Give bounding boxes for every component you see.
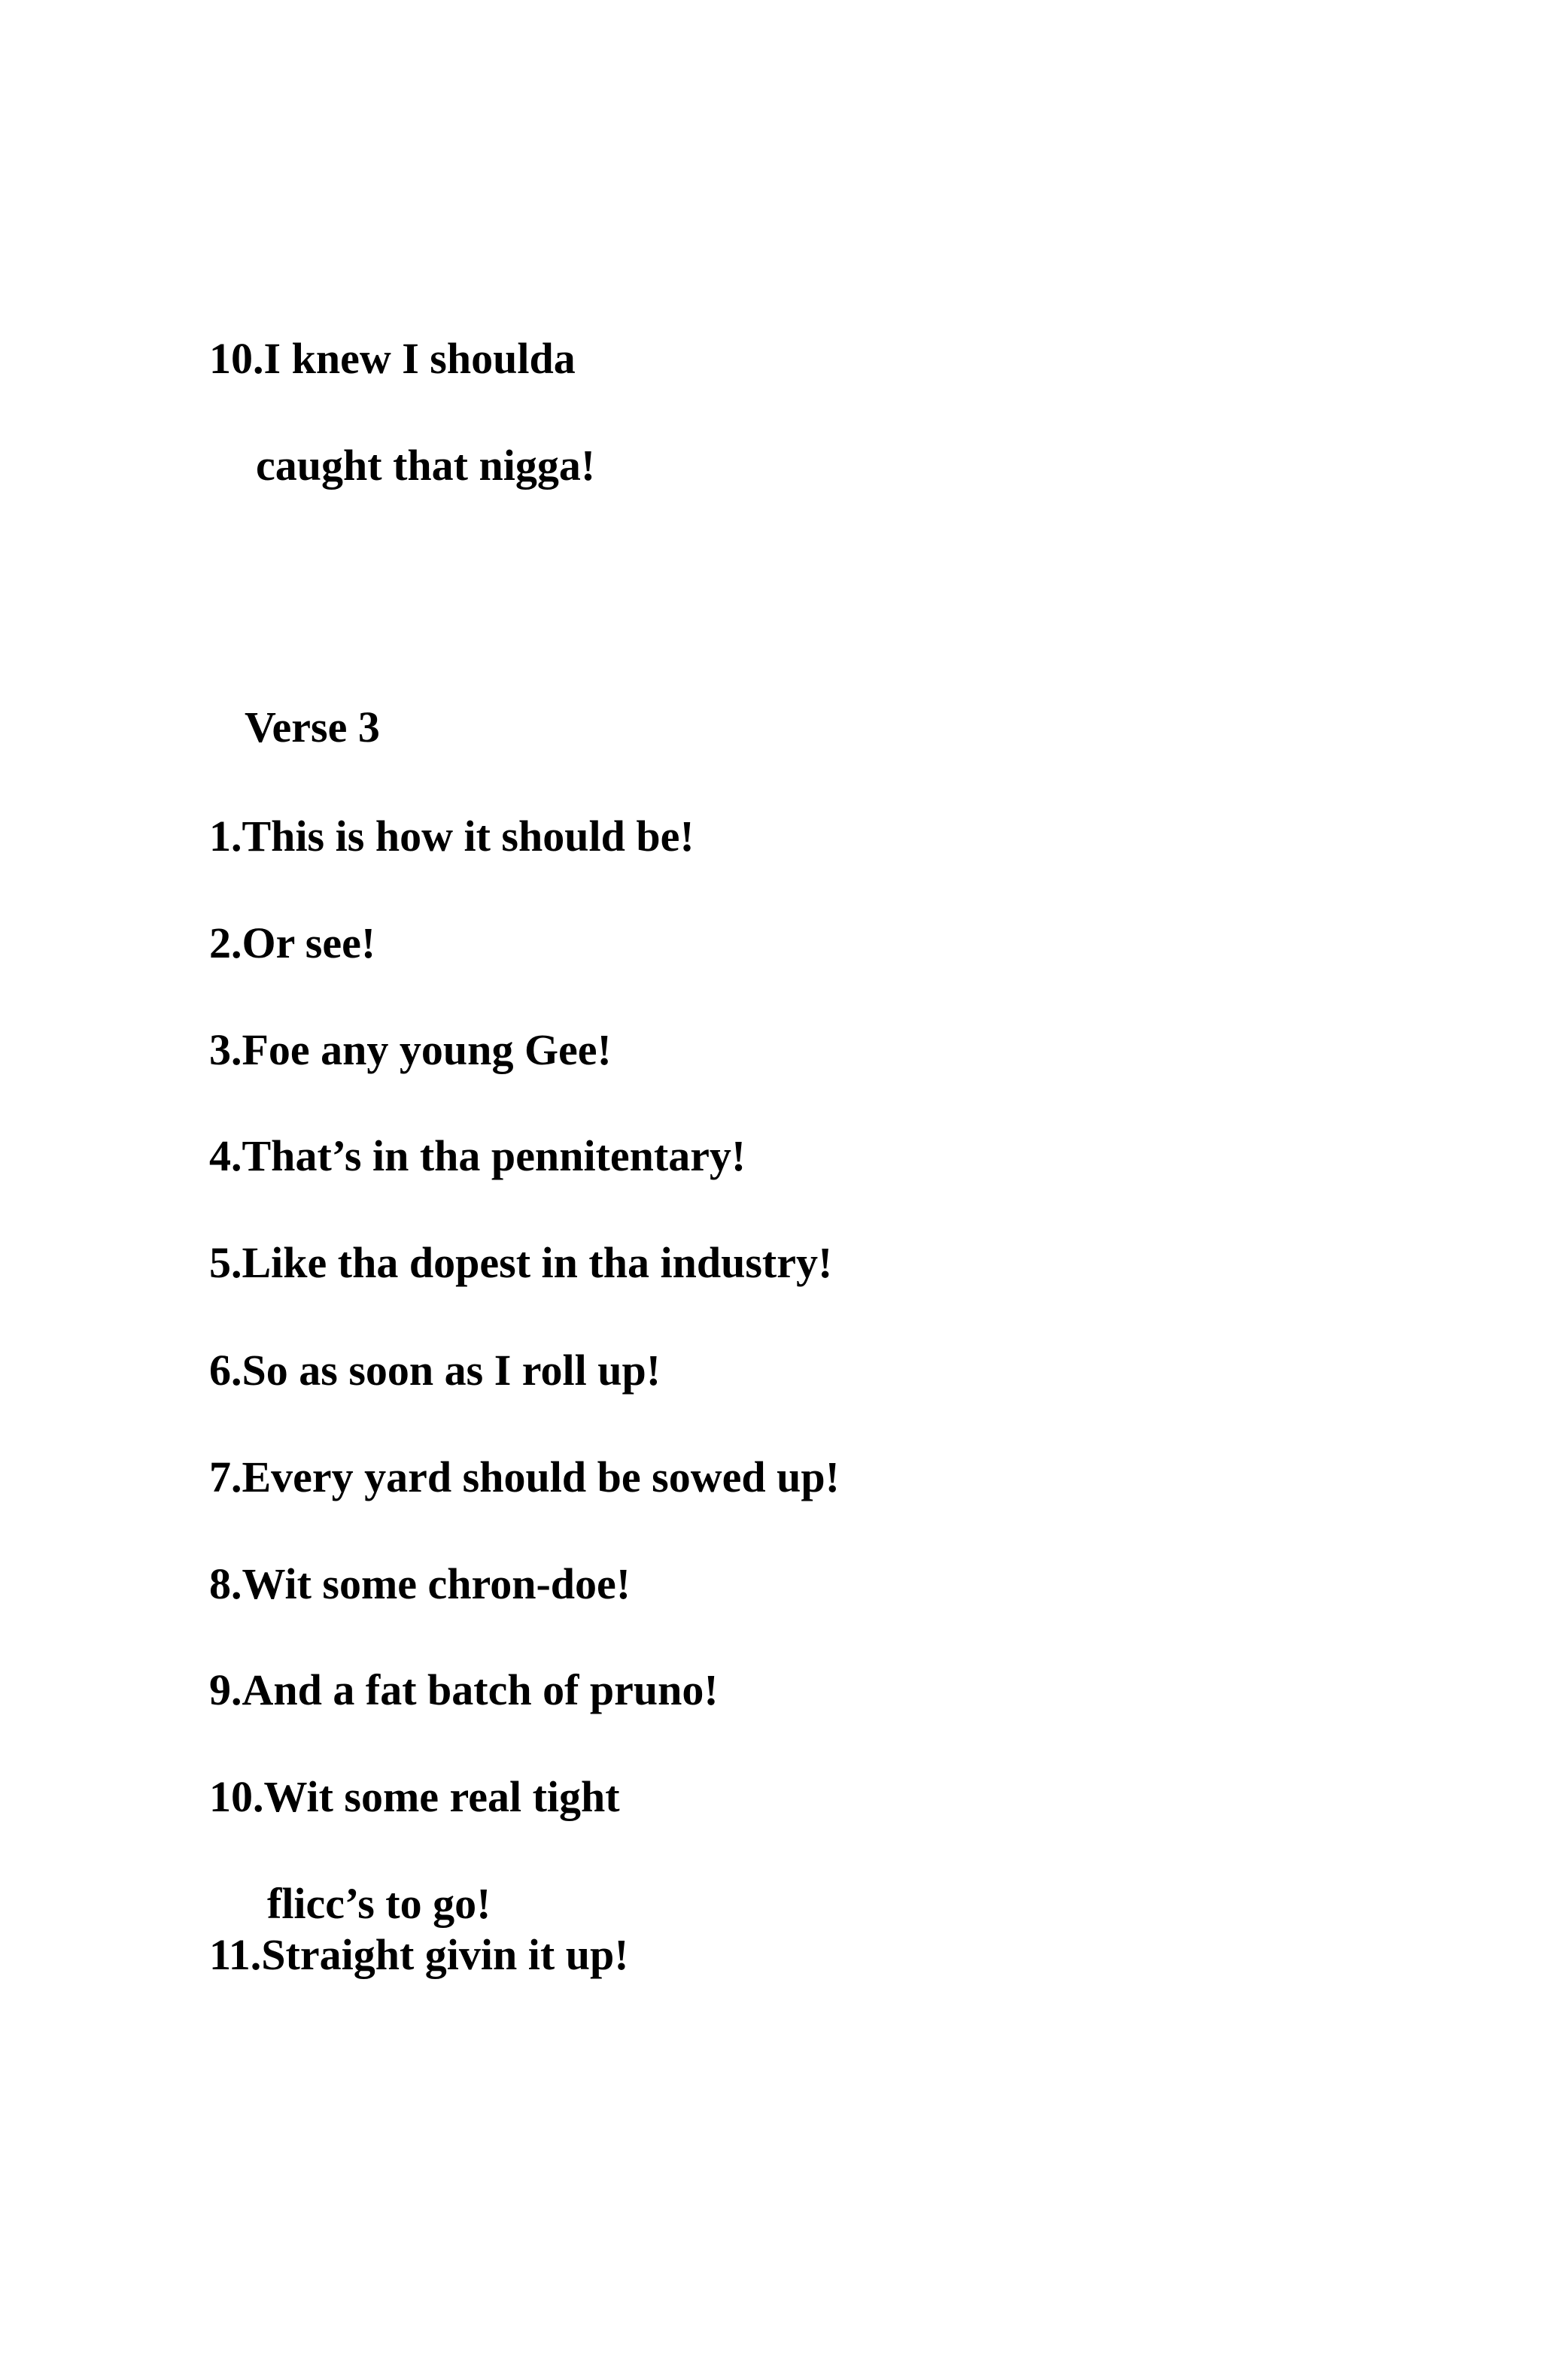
lyric-line-10a: 10.Wit some real tight	[209, 1772, 620, 1821]
lyric-line-verse2-10b: caught that nigga!	[256, 441, 596, 490]
lyric-line-3: 3.Foe any young Gee!	[209, 1025, 612, 1074]
lyric-line-11: 11.Straight givin it up!	[209, 1930, 629, 1979]
lyric-line-8: 8.Wit some chron-doe!	[209, 1559, 631, 1608]
lyric-line-verse2-10a: 10.I knew I shoulda	[209, 334, 576, 383]
verse-heading: Verse 3	[245, 703, 380, 751]
lyric-line-4: 4.That’s in tha pennitentary!	[209, 1131, 746, 1180]
lyric-line-9: 9.And a fat batch of pruno!	[209, 1665, 719, 1714]
lyric-line-5: 5.Like tha dopest in tha industry!	[209, 1238, 833, 1287]
lyric-line-7: 7.Every yard should be sowed up!	[209, 1453, 840, 1501]
lyric-line-10b: flicc’s to go!	[267, 1879, 491, 1928]
lyric-line-1: 1.This is how it should be!	[209, 812, 695, 861]
lyric-line-2: 2.Or see!	[209, 918, 376, 967]
lyric-line-6: 6.So as soon as I roll up!	[209, 1346, 661, 1395]
